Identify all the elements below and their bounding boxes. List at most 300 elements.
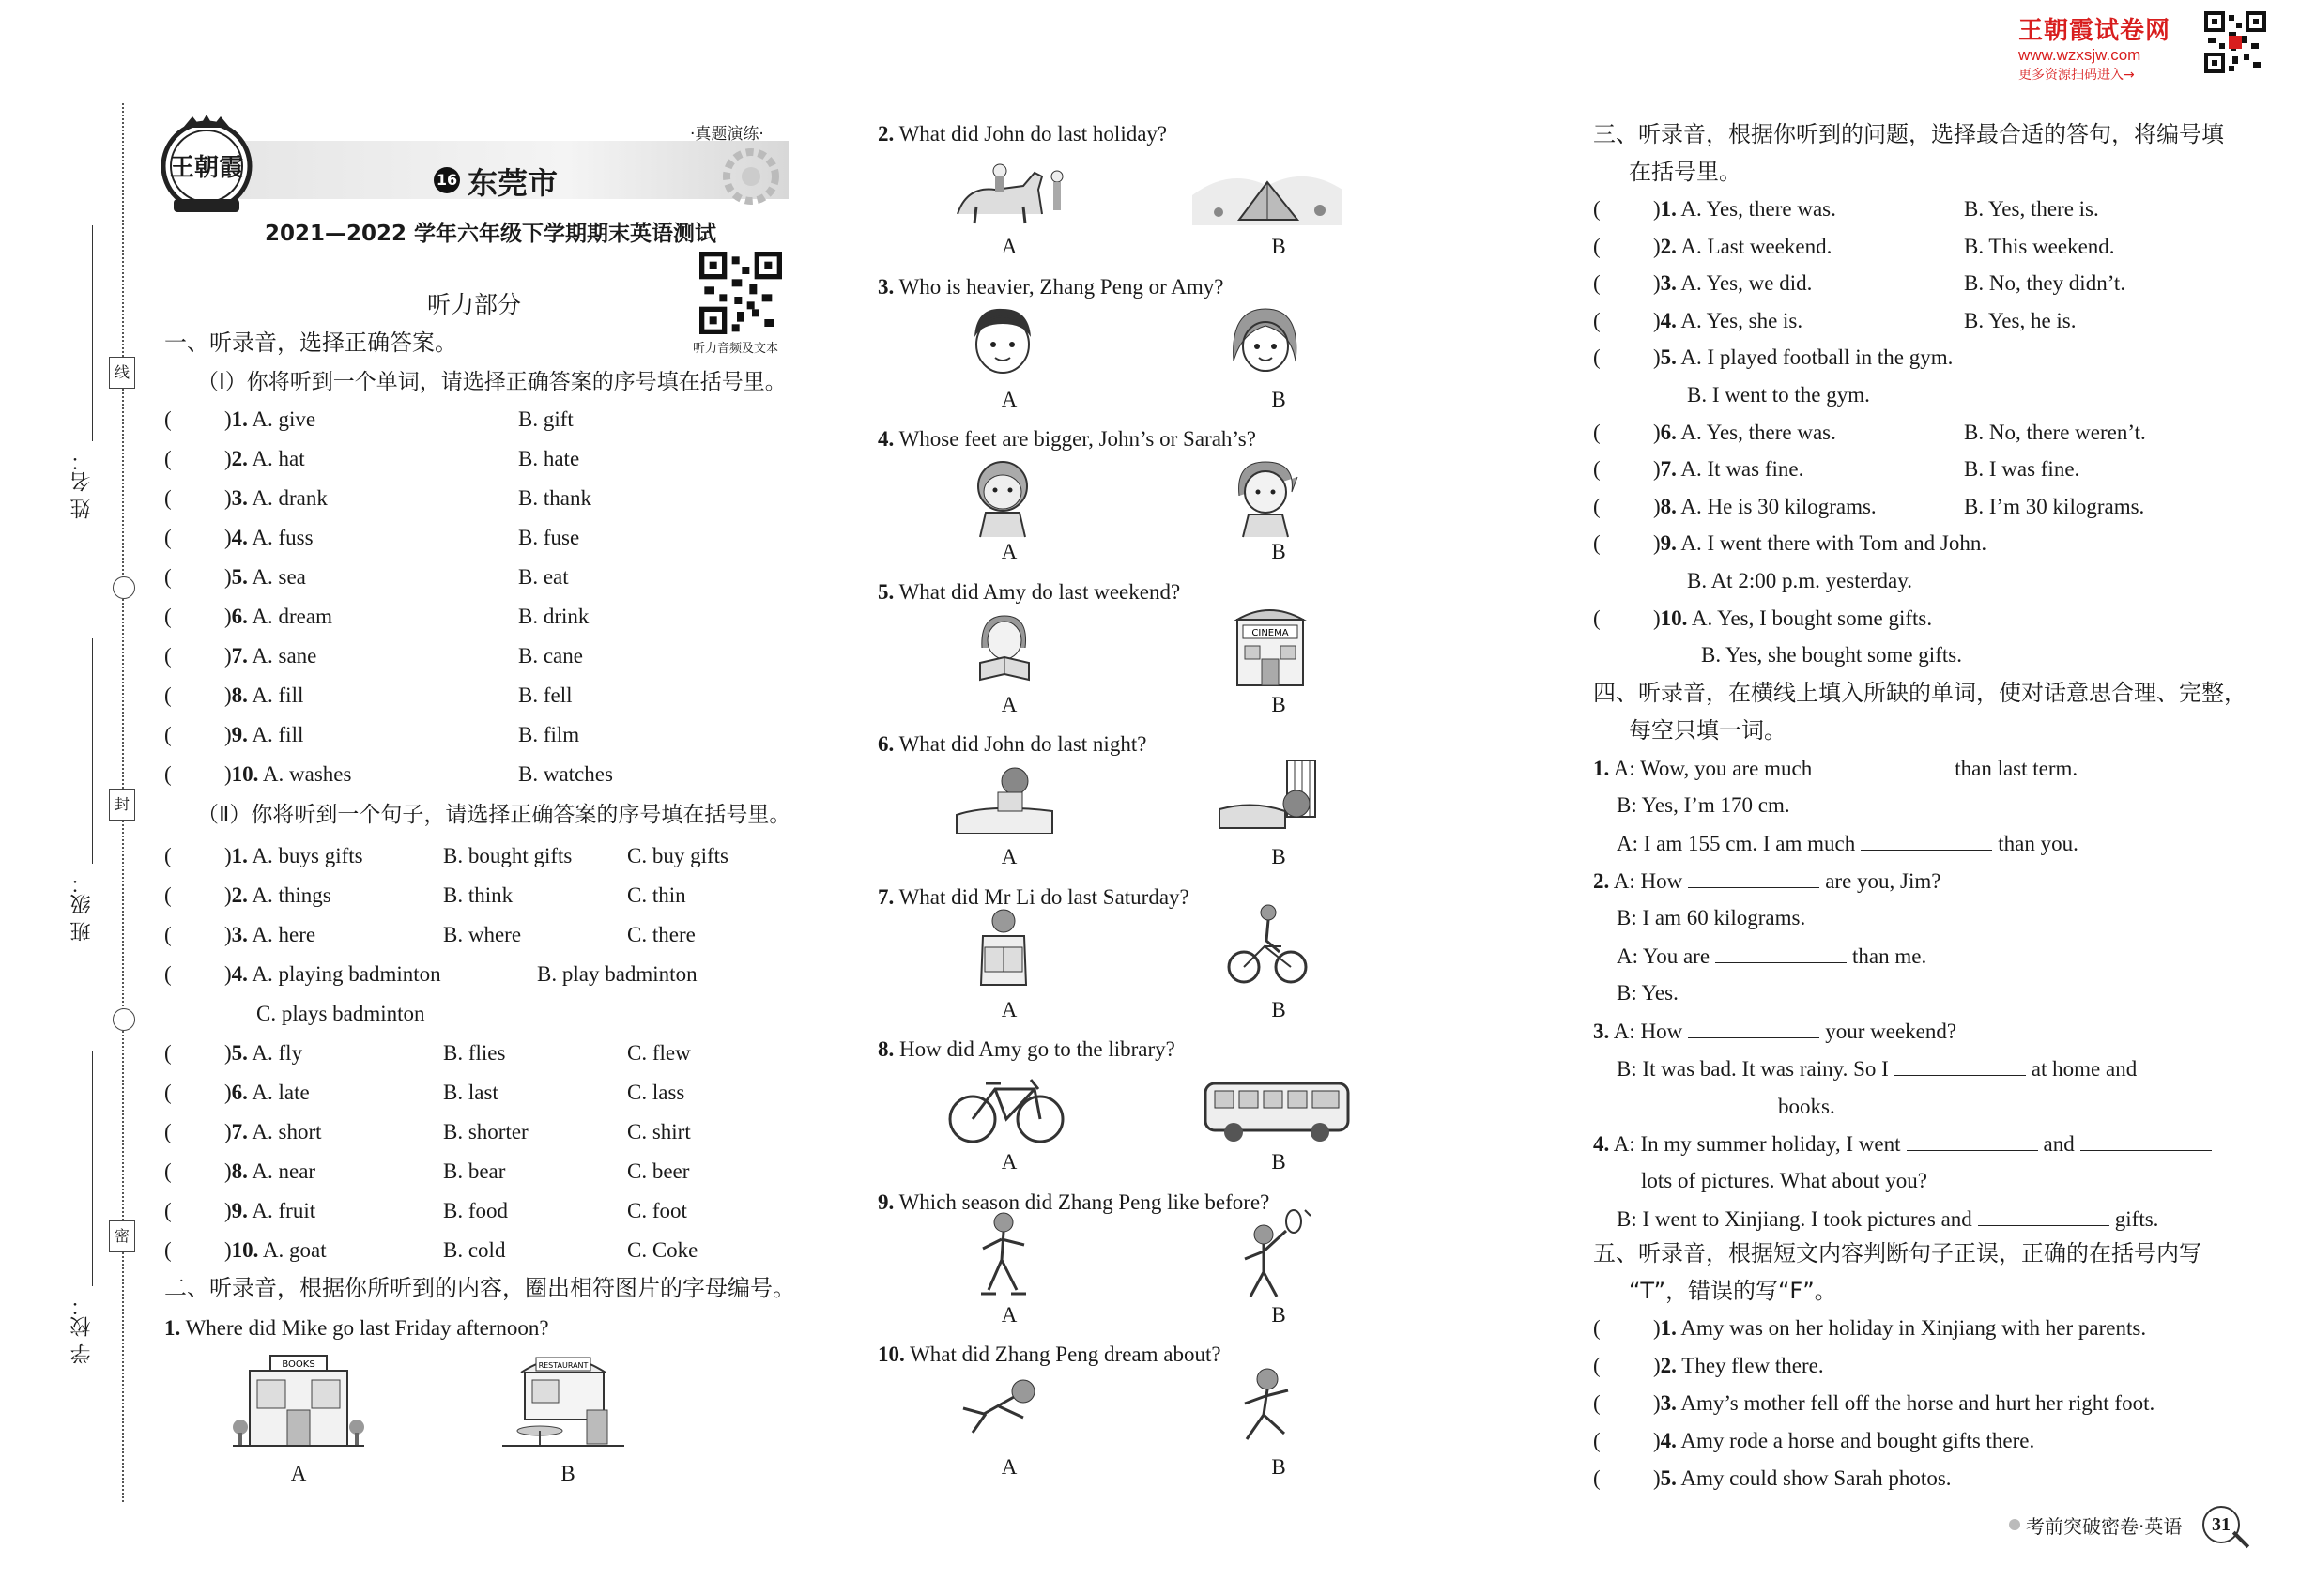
d4-line3: B: I went to Xinjiang. I took pictures and gifts. bbox=[1617, 1205, 2158, 1234]
part3-item: ( )1. A. Yes, there was. bbox=[1593, 195, 1836, 223]
option-a: A. playing badminton bbox=[252, 962, 441, 986]
part3-item-b bbox=[1701, 641, 1962, 669]
option-c: C. there bbox=[627, 923, 696, 946]
part1-item-c bbox=[256, 1000, 425, 1028]
part1-item-c bbox=[627, 842, 728, 870]
part5-item: ( )5. Amy could show Sarah photos. bbox=[1593, 1465, 1952, 1493]
option-b-label[interactable]: B bbox=[1271, 235, 1286, 258]
skating-picture[interactable] bbox=[972, 1211, 1037, 1300]
option-b-label[interactable]: B bbox=[1271, 540, 1286, 563]
part3-item: ( )6. A. Yes, there was. bbox=[1593, 419, 1836, 447]
question-text: Who is heavier, Zhang Peng or Amy? bbox=[898, 274, 1224, 299]
option-c: C. thin bbox=[627, 883, 686, 907]
option-c: C. beer bbox=[627, 1159, 690, 1183]
part1-sub2: （Ⅱ）你将听到一个句子，请选择正确答案的序号填在括号里。 bbox=[197, 803, 791, 827]
brand-name: 王朝霞试卷网 bbox=[2018, 17, 2171, 45]
part3-item-b bbox=[1687, 381, 1870, 409]
paren-close: ) bbox=[224, 486, 232, 510]
question-number: 5. bbox=[878, 579, 895, 604]
d1-line2: B: Yes, I’m 170 cm. bbox=[1617, 793, 1790, 817]
option-a-label[interactable]: A bbox=[1001, 387, 1018, 411]
answer-blank[interactable] bbox=[1978, 1205, 2109, 1226]
part1-item-b bbox=[443, 1197, 508, 1225]
option-a-label[interactable]: A bbox=[1001, 997, 1018, 1021]
part3-item: ( )4. A. Yes, she is. bbox=[1593, 307, 1802, 335]
answer-paren[interactable]: ( bbox=[164, 723, 172, 746]
part1-item: ( )8. A. fill bbox=[164, 682, 303, 710]
part1-title: 一、听录音，选择正确答案。 bbox=[164, 330, 457, 356]
part4-title-cont: 每空只填一词。 bbox=[1629, 717, 1786, 744]
d4-line1: 4. A: In my summer holiday, I went and bbox=[1593, 1129, 2217, 1159]
option-c: C. foot bbox=[627, 1199, 687, 1222]
reading-girl-picture[interactable] bbox=[967, 610, 1042, 685]
riding-horse-picture[interactable] bbox=[948, 158, 1070, 225]
option-a: A. Yes, there was. bbox=[1680, 197, 1836, 221]
option-a: A. near bbox=[252, 1159, 316, 1183]
magnifier-handle bbox=[2232, 1531, 2249, 1548]
brand-qr-icon[interactable] bbox=[2204, 11, 2266, 73]
part1-item-b bbox=[518, 524, 579, 552]
footer-dot bbox=[2009, 1519, 2020, 1530]
option-b: B. fuse bbox=[518, 526, 580, 549]
part2-question bbox=[878, 730, 1146, 759]
school-blank[interactable] bbox=[92, 1051, 93, 1286]
option-b: B. film bbox=[518, 723, 580, 746]
question-number: 3. bbox=[878, 274, 895, 299]
answer-paren[interactable]: ( bbox=[1593, 308, 1601, 332]
part5-item: ( )3. Amy’s mother fell off the horse and hurt her right foot. bbox=[1593, 1389, 2154, 1418]
part1-item: ( )5. A. fly bbox=[164, 1039, 302, 1067]
option-b-label[interactable]: B bbox=[1271, 692, 1286, 716]
statement-text: Amy rode a horse and bought gifts there. bbox=[1680, 1429, 2035, 1452]
option-a: A. fill bbox=[252, 683, 304, 707]
answer-blank[interactable] bbox=[1688, 867, 1819, 888]
answer-paren[interactable]: ( bbox=[164, 762, 172, 786]
cinema-picture[interactable] bbox=[1230, 601, 1310, 687]
option-b: B. think bbox=[443, 883, 514, 907]
paren-close: ) bbox=[224, 723, 232, 746]
books-sign: BOOKS bbox=[282, 1359, 315, 1370]
answer-paren[interactable]: ( bbox=[164, 644, 172, 668]
option-a: A. It was fine. bbox=[1680, 457, 1804, 482]
option-a: A. drank bbox=[252, 486, 328, 510]
answer-paren[interactable]: ( bbox=[1593, 1429, 1601, 1452]
option-b: B. cane bbox=[518, 644, 583, 668]
bookstore-picture[interactable] bbox=[233, 1352, 364, 1450]
part5-title: 五、听录音，根据短文内容判断句子正误，正确的在括号内写 bbox=[1593, 1240, 2201, 1266]
part3-item-b bbox=[1964, 419, 2146, 447]
part1-item-b bbox=[518, 682, 573, 710]
running-boy-picture[interactable] bbox=[1230, 1366, 1305, 1446]
binding-hole bbox=[113, 576, 135, 599]
boy-face-picture[interactable] bbox=[967, 305, 1037, 380]
option-b: B. eat bbox=[518, 565, 569, 589]
question-text: Whose feet are bigger, John’s or Sarah’s? bbox=[898, 427, 1256, 451]
part1-item-c bbox=[627, 1118, 691, 1146]
option-a-label[interactable]: A bbox=[1001, 845, 1018, 868]
option-a: A. Yes, we did. bbox=[1680, 271, 1813, 296]
answer-paren[interactable]: ( bbox=[164, 1041, 172, 1065]
option-a-label[interactable]: A bbox=[1001, 692, 1018, 716]
option-b: B. I went to the gym. bbox=[1687, 383, 1870, 407]
answer-paren[interactable]: ( bbox=[164, 883, 172, 907]
part1-item-b bbox=[443, 1039, 505, 1067]
part5-title-cont: “T”，错误的写“F”。 bbox=[1629, 1278, 1837, 1304]
option-a-label[interactable]: A bbox=[1001, 540, 1018, 563]
d1-line3: A: I am 155 cm. I am much than you. bbox=[1617, 829, 2078, 858]
option-b: B. drink bbox=[518, 605, 590, 628]
part3-item: ( )3. A. Yes, we did. bbox=[1593, 269, 1812, 298]
part1-item-b bbox=[518, 563, 569, 591]
option-b: B. play badminton bbox=[537, 962, 698, 986]
option-c: C. lass bbox=[627, 1081, 685, 1104]
option-a-label[interactable]: A bbox=[1001, 235, 1018, 258]
part3-title-cont: 在括号里。 bbox=[1629, 159, 1741, 185]
part3-item: ( )7. A. It was fine. bbox=[1593, 455, 1803, 483]
option-a: A. sane bbox=[252, 644, 317, 668]
question-text: What did John do last holiday? bbox=[898, 122, 1168, 146]
answer-paren[interactable]: ( bbox=[1593, 606, 1601, 630]
option-b-label[interactable]: B bbox=[1271, 1150, 1286, 1174]
option-b: B. At 2:00 p.m. yesterday. bbox=[1687, 569, 1912, 592]
part1-item: ( )5. A. sea bbox=[164, 563, 306, 591]
option-b: B. where bbox=[443, 923, 522, 946]
question-number: 4. bbox=[878, 427, 895, 451]
question-text: Which season did Zhang Peng like before? bbox=[898, 1189, 1270, 1214]
part2-question bbox=[878, 1189, 1269, 1217]
part1-item-b bbox=[443, 1236, 505, 1265]
d2-line2: B: I am 60 kilograms. bbox=[1617, 906, 1806, 929]
option-b-label[interactable]: B bbox=[1271, 1302, 1286, 1327]
option-b: B. bear bbox=[443, 1159, 506, 1183]
option-a: A. dream bbox=[252, 605, 332, 628]
part1-item-b bbox=[518, 642, 583, 670]
reading-man-picture[interactable] bbox=[962, 906, 1047, 986]
question-text: What did Mr Li do last Saturday? bbox=[898, 884, 1189, 909]
part2-title: 二、听录音，根据你所听到的内容，圈出相符图片的字母编号。 bbox=[164, 1275, 795, 1301]
option-a: A. Last weekend. bbox=[1680, 234, 1832, 258]
option-a: A. Yes, there was. bbox=[1680, 420, 1836, 444]
part1-item-b bbox=[518, 721, 579, 749]
answer-blank[interactable] bbox=[1861, 829, 1992, 851]
option-b: B. No, there weren’t. bbox=[1964, 420, 2146, 444]
part1-item: ( )2. A. things bbox=[164, 882, 331, 910]
badminton-picture[interactable] bbox=[1230, 1206, 1314, 1300]
option-a: A. He is 30 kilograms. bbox=[1680, 494, 1877, 518]
d3-line3: books. bbox=[1641, 1092, 1835, 1121]
answer-paren[interactable]: ( bbox=[1593, 1391, 1601, 1415]
option-b: B. I was fine. bbox=[1964, 457, 2080, 482]
answer-paren[interactable]: ( bbox=[164, 565, 172, 589]
d1-line1: 1. A: Wow, you are much than last term. bbox=[1593, 754, 2078, 783]
name-label: 姓 名： bbox=[70, 451, 94, 519]
part3-item-b bbox=[1964, 493, 2144, 521]
option-a: A. Yes, she is. bbox=[1680, 308, 1803, 332]
part1-item-b bbox=[518, 760, 613, 789]
part1-item: ( )7. A. short bbox=[164, 1118, 322, 1146]
exam-title: 2021—2022 学年六年级下学期期末英语测试 bbox=[265, 222, 717, 246]
part2-question bbox=[878, 273, 1224, 301]
reading-in-bed-picture[interactable] bbox=[953, 759, 1056, 834]
question-number: 7. bbox=[878, 884, 895, 909]
answer-paren[interactable]: ( bbox=[164, 447, 172, 470]
sleeping-picture[interactable] bbox=[1216, 759, 1328, 834]
part3-item-b bbox=[1964, 233, 2115, 261]
part1-item-b bbox=[518, 603, 589, 631]
answer-blank[interactable] bbox=[1688, 1017, 1819, 1038]
answer-paren[interactable]: ( bbox=[1593, 271, 1601, 296]
question-number: 8. bbox=[878, 1037, 895, 1061]
paren-close: ) bbox=[224, 407, 232, 431]
statement-text: They flew there. bbox=[1681, 1354, 1824, 1377]
part1-item: ( )3. A. here bbox=[164, 921, 315, 949]
part5-item: ( )1. Amy was on her holiday in Xinjiang with her parents. bbox=[1593, 1314, 2146, 1343]
option-a: A. Yes, I bought some gifts. bbox=[1691, 606, 1933, 630]
part1-item: ( )8. A. near bbox=[164, 1158, 315, 1186]
answer-paren[interactable]: ( bbox=[1593, 420, 1601, 444]
part2-question bbox=[878, 425, 1256, 453]
part2-question bbox=[878, 1036, 1175, 1064]
option-c: C. flew bbox=[627, 1041, 691, 1065]
d4-line2: lots of pictures. What about you? bbox=[1641, 1169, 1927, 1192]
qr-caption: 听力音频及文本 bbox=[693, 342, 779, 356]
part1-item-c bbox=[627, 1197, 687, 1225]
part3-item: ( )2. A. Last weekend. bbox=[1593, 233, 1832, 261]
part5-item: ( )4. Amy rode a horse and bought gifts there. bbox=[1593, 1427, 2034, 1455]
part1-sub1: （Ⅰ）你将听到一个单词，请选择正确答案的序号填在括号里。 bbox=[197, 370, 787, 394]
d3-line1: 3. A: How your weekend? bbox=[1593, 1017, 1956, 1046]
part2-question bbox=[878, 1341, 1221, 1369]
option-b-label[interactable]: B bbox=[1271, 845, 1286, 868]
option-a: A. I played football in the gym. bbox=[1680, 345, 1954, 370]
class-label: 班 级： bbox=[70, 873, 94, 942]
question-number: 9. bbox=[878, 1189, 895, 1214]
question-text: Where did Mike go last Friday afternoon? bbox=[185, 1316, 549, 1340]
option-b-label[interactable]: B bbox=[1271, 1455, 1286, 1479]
part1-item-c bbox=[627, 882, 686, 910]
girl-face-picture[interactable] bbox=[1230, 305, 1300, 380]
option-b: B. last bbox=[443, 1081, 498, 1104]
option-a: A. sea bbox=[252, 565, 306, 589]
option-b: B. Yes, he is. bbox=[1964, 308, 2077, 332]
answer-paren[interactable]: ( bbox=[164, 844, 172, 867]
answer-paren[interactable]: ( bbox=[1593, 1466, 1601, 1490]
option-b: B. hate bbox=[518, 447, 580, 470]
option-b-label[interactable]: B bbox=[1271, 997, 1286, 1021]
brand-url: www.wzxsjw.com bbox=[2018, 46, 2141, 64]
answer-paren[interactable]: ( bbox=[164, 1199, 172, 1222]
option-a-label[interactable]: A bbox=[1001, 1150, 1018, 1174]
part1-item-c bbox=[627, 1158, 689, 1186]
part1-item: ( )1. A. give bbox=[164, 406, 315, 434]
d2-line3: A: You are than me. bbox=[1617, 942, 1926, 971]
part1-item-c bbox=[627, 921, 696, 949]
answer-paren[interactable]: ( bbox=[164, 923, 172, 946]
answer-paren[interactable]: ( bbox=[1593, 197, 1601, 221]
name-blank[interactable] bbox=[92, 225, 93, 441]
part2-q1 bbox=[164, 1314, 549, 1343]
bus-picture[interactable] bbox=[1202, 1078, 1352, 1145]
statement-text: Amy could show Sarah photos. bbox=[1680, 1466, 1952, 1490]
paren-close: ) bbox=[224, 447, 232, 470]
question-text: What did Amy do last weekend? bbox=[898, 579, 1181, 604]
option-c: C. Coke bbox=[627, 1238, 698, 1262]
tent-picture[interactable] bbox=[1192, 158, 1342, 225]
question-text: How did Amy go to the library? bbox=[899, 1037, 1175, 1061]
cycling-picture[interactable] bbox=[1225, 903, 1310, 988]
john-picture[interactable] bbox=[967, 458, 1037, 538]
part1-item: ( )4. A. fuss bbox=[164, 524, 314, 552]
part1-item: ( )6. A. dream bbox=[164, 603, 332, 631]
option-b-label[interactable]: B bbox=[1271, 387, 1286, 411]
part3-item-b bbox=[1964, 195, 2099, 223]
answer-blank[interactable] bbox=[1894, 1054, 2026, 1076]
answer-paren[interactable]: ( bbox=[164, 526, 172, 549]
page-number: 31 bbox=[2202, 1506, 2240, 1543]
restaurant-sign: RESTAURANT bbox=[538, 1361, 589, 1370]
option-b: B. Yes, she bought some gifts. bbox=[1701, 643, 1962, 668]
answer-paren[interactable]: ( bbox=[164, 962, 172, 986]
part1-item-b bbox=[518, 484, 591, 513]
part1-item: ( )6. A. late bbox=[164, 1079, 310, 1107]
brand-block bbox=[2018, 11, 2197, 84]
paren-close: ) bbox=[224, 762, 232, 786]
flying-boy-picture[interactable] bbox=[958, 1371, 1051, 1441]
option-a: A. give bbox=[252, 407, 316, 431]
part1-item-c bbox=[627, 1079, 684, 1107]
part1-item: ( )2. A. hat bbox=[164, 445, 305, 473]
option-a-label[interactable]: A bbox=[1001, 1455, 1018, 1479]
section-title: 听力部分 bbox=[427, 291, 522, 318]
answer-paren[interactable]: ( bbox=[164, 1120, 172, 1143]
d2-line1: 2. A: How are you, Jim? bbox=[1593, 867, 1940, 896]
logo-text: 王朝霞 bbox=[169, 154, 243, 182]
option-c: C. plays badminton bbox=[256, 1002, 425, 1025]
answer-paren[interactable]: ( bbox=[164, 1238, 172, 1262]
part1-item: ( )4. A. playing badminton bbox=[164, 960, 441, 989]
answer-paren[interactable]: ( bbox=[1593, 1316, 1601, 1340]
answer-paren[interactable]: ( bbox=[164, 605, 172, 628]
part1-item-b bbox=[443, 842, 572, 870]
part1-item: ( )9. A. fill bbox=[164, 721, 303, 749]
answer-paren[interactable]: ( bbox=[164, 1159, 172, 1183]
restaurant-picture[interactable] bbox=[502, 1344, 624, 1450]
question-number: 1. bbox=[164, 1316, 181, 1340]
part1-item-b bbox=[443, 1158, 505, 1186]
answer-paren[interactable]: ( bbox=[1593, 234, 1601, 258]
answer-paren[interactable]: ( bbox=[164, 407, 172, 431]
option-a: A. fly bbox=[252, 1041, 303, 1065]
brand-slogan: 更多资源扫码进入→ bbox=[2018, 68, 2135, 83]
question-number: 10. bbox=[878, 1343, 905, 1366]
answer-paren[interactable]: ( bbox=[1593, 531, 1601, 556]
part3-item-b bbox=[1964, 269, 2125, 298]
question-text: What did John do last night? bbox=[898, 732, 1147, 756]
answer-paren[interactable]: ( bbox=[164, 1081, 172, 1104]
footer-book: 考前突破密卷·英语 bbox=[2026, 1515, 2183, 1538]
part1-item: ( )3. A. drank bbox=[164, 484, 328, 513]
option-a: A. fruit bbox=[252, 1199, 316, 1222]
answer-paren[interactable]: ( bbox=[1593, 494, 1601, 518]
part2-question bbox=[878, 120, 1167, 148]
option-b: B. This weekend. bbox=[1964, 234, 2115, 258]
decor-gear-icon bbox=[713, 139, 789, 205]
part3-item-b bbox=[1964, 455, 2079, 483]
option-b: B. fell bbox=[518, 683, 573, 707]
part3-item: ( )5. A. I played football in the gym. bbox=[1593, 344, 1953, 372]
binding-mark-xian: 线 bbox=[109, 357, 135, 389]
city-name: 东莞市 bbox=[468, 165, 559, 201]
answer-blank[interactable] bbox=[2080, 1129, 2212, 1151]
part3-item: ( )8. A. He is 30 kilograms. bbox=[1593, 493, 1877, 521]
option-a: A. buys gifts bbox=[252, 844, 363, 867]
part1-item-b bbox=[518, 406, 574, 434]
d2-line4: B: Yes. bbox=[1617, 981, 1679, 1005]
part1-item-b bbox=[443, 1079, 498, 1107]
answer-blank[interactable] bbox=[1817, 754, 1949, 775]
option-a: A. hat bbox=[252, 447, 305, 470]
answer-paren[interactable]: ( bbox=[1593, 345, 1601, 370]
option-a: A. things bbox=[252, 883, 331, 907]
answer-paren[interactable]: ( bbox=[1593, 457, 1601, 482]
part5-item: ( )2. They flew there. bbox=[1593, 1352, 1824, 1380]
part1-item-b bbox=[443, 882, 513, 910]
option-a: A. short bbox=[252, 1120, 322, 1143]
audio-qr-icon[interactable] bbox=[699, 252, 782, 334]
cinema-sign: CINEMA bbox=[1251, 628, 1289, 638]
q1-option-b[interactable]: B bbox=[560, 1462, 575, 1485]
question-text: What did Zhang Peng dream about? bbox=[910, 1343, 1221, 1366]
answer-paren[interactable]: ( bbox=[164, 486, 172, 510]
part1-item: ( )9. A. fruit bbox=[164, 1197, 315, 1225]
answer-paren[interactable]: ( bbox=[164, 683, 172, 707]
binding-mark-feng: 封 bbox=[109, 789, 135, 821]
option-b: B. bought gifts bbox=[443, 844, 573, 867]
part1-item-c bbox=[627, 1236, 698, 1265]
option-c: C. shirt bbox=[627, 1120, 691, 1143]
part3-item: ( )9. A. I went there with Tom and John. bbox=[1593, 529, 1986, 558]
bike-picture[interactable] bbox=[948, 1070, 1066, 1145]
option-a: A. late bbox=[252, 1081, 310, 1104]
option-a: A. goat bbox=[262, 1238, 327, 1262]
part3-item-b bbox=[1964, 307, 2077, 335]
city-badge: 16 bbox=[434, 167, 460, 193]
paren-close: ) bbox=[224, 605, 232, 628]
answer-blank[interactable] bbox=[1641, 1092, 1772, 1113]
option-a: A. I went there with Tom and John. bbox=[1680, 531, 1987, 556]
part3-title: 三、听录音，根据你听到的问题，选择最合适的答句，将编号填 bbox=[1593, 121, 2224, 147]
part1-item: ( )1. A. buys gifts bbox=[164, 842, 363, 870]
school-label: 学 校： bbox=[70, 1296, 94, 1364]
part1-item: ( )7. A. sane bbox=[164, 642, 316, 670]
part1-item-c bbox=[627, 1039, 691, 1067]
part1-item-b bbox=[443, 1118, 529, 1146]
part1-item: ( )10. A. washes bbox=[164, 760, 351, 789]
option-b: B. gift bbox=[518, 407, 574, 431]
option-a: A. here bbox=[252, 923, 316, 946]
answer-blank[interactable] bbox=[1907, 1129, 2038, 1151]
part1-item-b bbox=[537, 960, 698, 989]
option-c: C. buy gifts bbox=[627, 844, 728, 867]
q1-option-a[interactable]: A bbox=[290, 1462, 307, 1485]
option-a-label[interactable]: A bbox=[1001, 1302, 1018, 1327]
part1-item: ( )10. A. goat bbox=[164, 1236, 327, 1265]
class-blank[interactable] bbox=[92, 638, 93, 864]
answer-paren[interactable]: ( bbox=[1593, 1354, 1601, 1377]
option-a: A. fuss bbox=[252, 526, 314, 549]
answer-blank[interactable] bbox=[1715, 942, 1847, 963]
sarah-picture[interactable] bbox=[1230, 458, 1300, 538]
